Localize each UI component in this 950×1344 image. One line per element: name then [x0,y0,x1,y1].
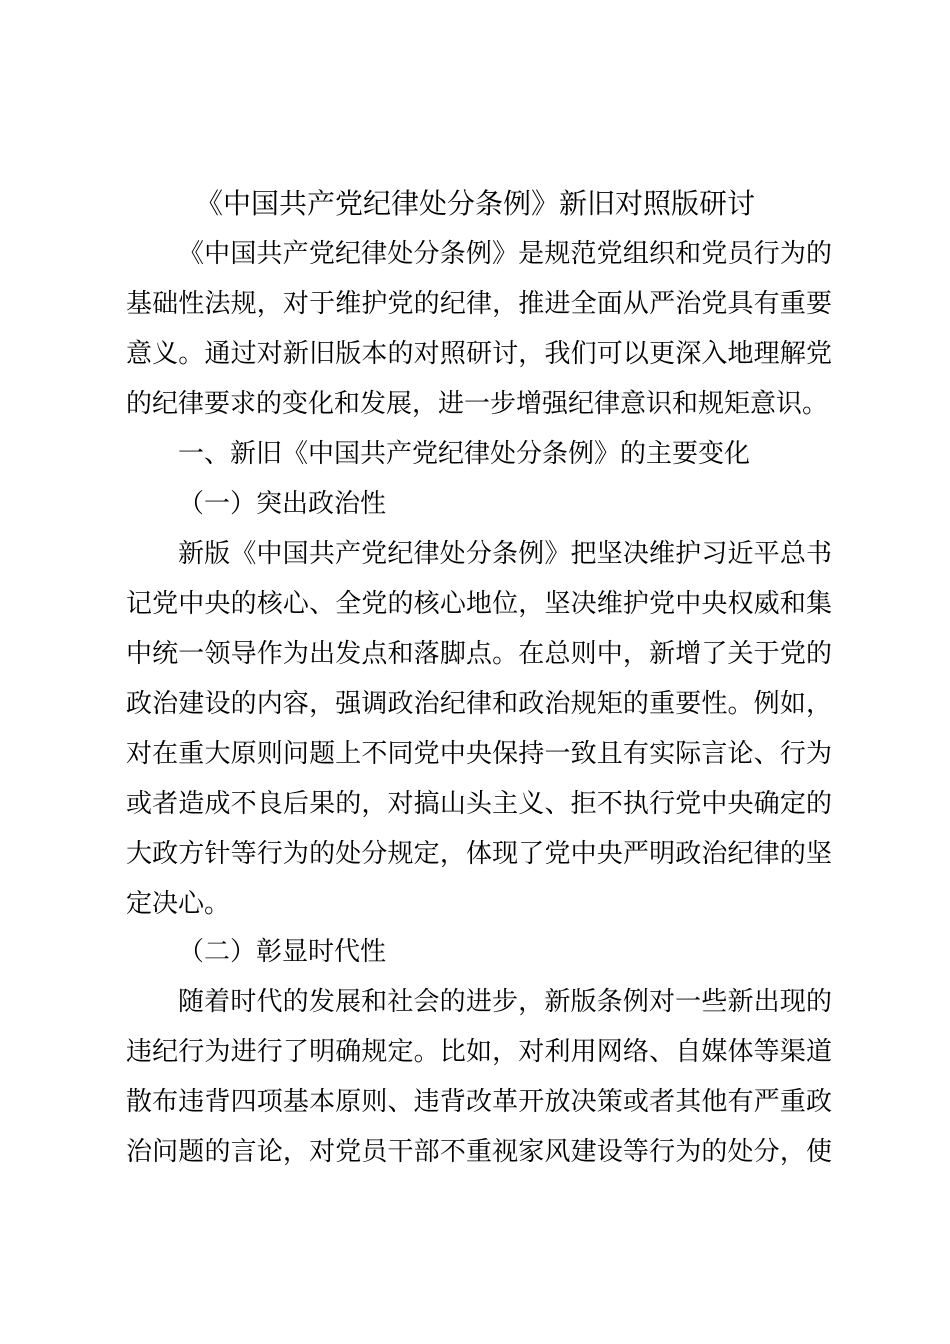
paragraph-line: 政治建设的内容，强调政治纪律和政治规矩的重要性。例如， [126,689,832,719]
paragraph-line: 中统一领导作为出发点和落脚点。在总则中，新增了关于党的 [126,639,832,669]
section-heading-1: 一、新旧《中国共产党纪律处分条例》的主要变化 [178,439,751,469]
intro-line-2: 基础性法规，对于维护党的纪律，推进全面从严治党具有重要 [126,289,832,319]
intro-line-4: 的纪律要求的变化和发展，进一步增强纪律意识和规矩意识。 [126,389,829,419]
subsection-heading-1: （一）突出政治性 [178,489,387,519]
paragraph-line: 大政方针等行为的处分规定，体现了党中央严明政治纪律的坚 [126,839,832,869]
subsection-heading-2: （二）彰显时代性 [178,937,387,967]
paragraph-line: 违纪行为进行了明确规定。比如，对利用网络、自媒体等渠道 [126,1037,832,1067]
paragraph-line: 治问题的言论，对党员干部不重视家风建设等行为的处分，使 [126,1137,832,1167]
document-title: 《中国共产党纪律处分条例》新旧对照版研讨 [194,187,755,220]
paragraph-line: 或者造成不良后果的，对搞山头主义、拒不执行党中央确定的 [126,789,832,819]
paragraph-line: 定决心。 [126,889,231,919]
paragraph-line: 对在重大原则问题上不同党中央保持一致且有实际言论、行为 [126,739,832,769]
paragraph-line: 随着时代的发展和社会的进步，新版条例对一些新出现的 [178,987,832,1017]
paragraph-line: 散布违背四项基本原则、违背改革开放决策或者其他有严重政 [126,1087,832,1117]
paragraph-line: 新版《中国共产党纪律处分条例》把坚决维护习近平总书 [178,539,832,569]
intro-line-1: 《中国共产党纪律处分条例》是规范党组织和党员行为的 [178,239,832,269]
intro-line-3: 意义。通过对新旧版本的对照研讨，我们可以更深入地理解党 [126,339,832,369]
paragraph-line: 记党中央的核心、全党的核心地位，坚决维护党中央权威和集 [126,589,832,619]
